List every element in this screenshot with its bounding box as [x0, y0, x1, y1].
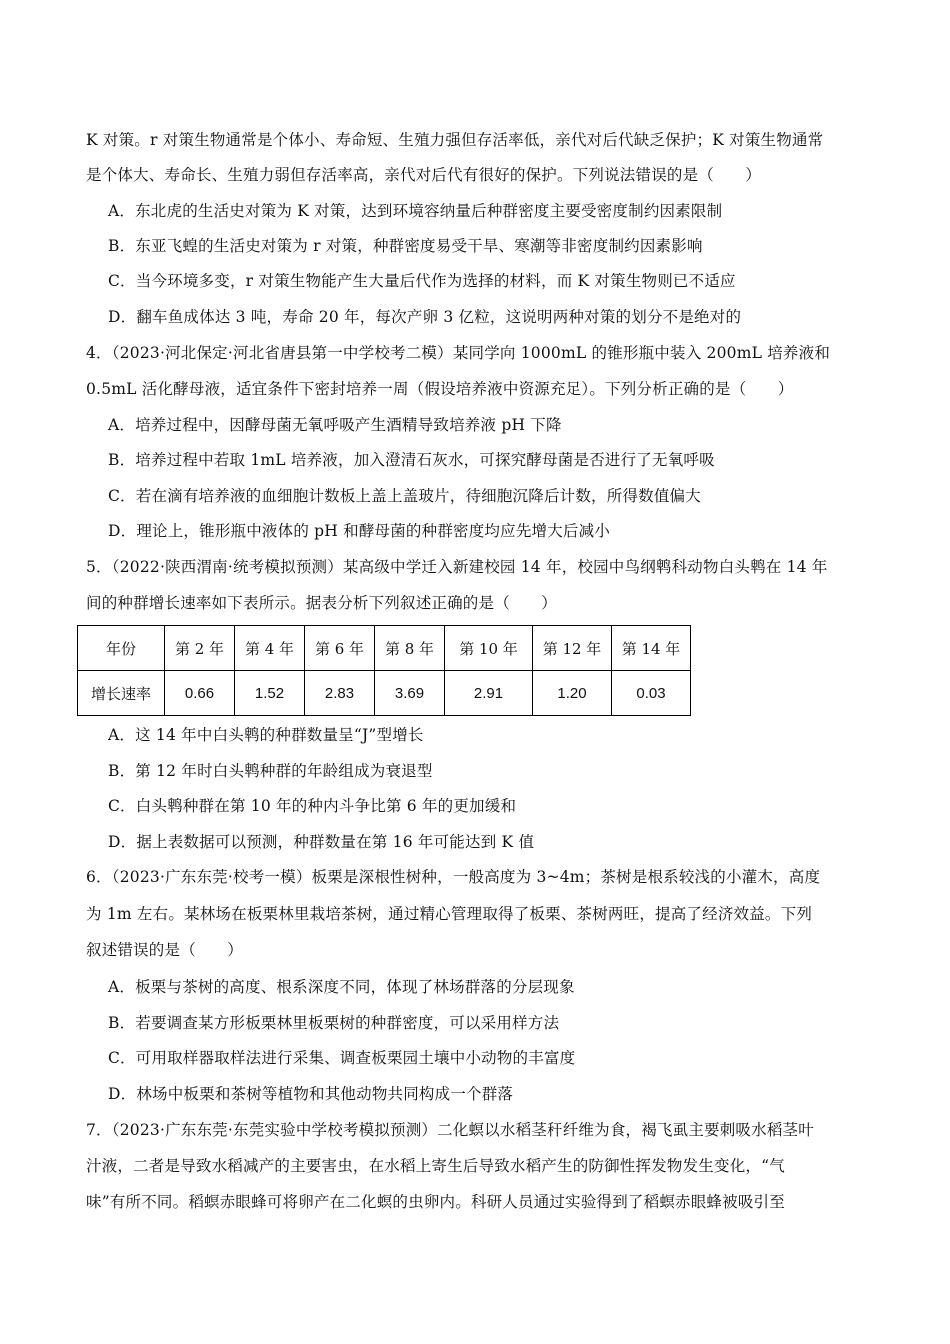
table-year-cell: 第 14 年	[612, 626, 691, 671]
q7-stem-line-2: 汁液，二者是导致水稻减产的主要害虫，在水稻上寄生后导致水稻产生的防御性挥发物发生变化，“气	[86, 1157, 785, 1175]
q5-option-d: D．据上表数据可以预测，种群数量在第 16 年可能达到 K 值	[108, 833, 535, 851]
table-rate-cell: 3.69	[375, 671, 445, 716]
table-year-cell: 第 2 年	[165, 626, 235, 671]
q4-option-a: A．培养过程中，因酵母菌无氧呼吸产生酒精导致培养液 pH 下降	[108, 416, 562, 434]
table-rate-cell: 0.66	[165, 671, 235, 716]
q4-option-c: C．若在滴有培养液的血细胞计数板上盖上盖玻片，待细胞沉降后计数，所得数值偏大	[108, 487, 701, 505]
q4-option-b: B．培养过程中若取 1mL 培养液，加入澄清石灰水，可探究酵母菌是否进行了无氧呼吸	[108, 451, 715, 469]
q3-stem-line-1: K 对策。r 对策生物通常是个体小、寿命短、生殖力强但存活率低，亲代对后代缺乏保护；K 对策生物通常	[86, 131, 824, 149]
q4-option-d: D．理论上，锥形瓶中液体的 pH 和酵母菌的种群密度均应先增大后减小	[108, 522, 611, 540]
q6-option-a: A．板栗与茶树的高度、根系深度不同，体现了林场群落的分层现象	[108, 978, 575, 996]
q4-stem-line-2: 0.5mL 活化酵母液，适宜条件下密封培养一周（假设培养液中资源充足）。下列分析正确的是（ ）	[86, 380, 794, 398]
growth-rate-table	[77, 625, 691, 716]
table-year-cell: 第 10 年	[445, 626, 533, 671]
q5-option-b: B．第 12 年时白头鹎种群的年龄组成为衰退型	[108, 762, 433, 780]
q6-option-c: C．可用取样器取样法进行采集、调查板栗园土壤中小动物的丰富度	[108, 1049, 576, 1067]
q7-stem-line-1: 7．（2023·广东东莞·东莞实验中学校考模拟预测）二化螟以水稻茎秆纤维为食，褐飞虱主要刺吸水稻茎叶	[86, 1121, 814, 1139]
q6-stem-line-2: 为 1m 左右。某林场在板栗林里栽培茶树，通过精心管理取得了板栗、茶树两旺，提高了经济效益。下列	[86, 905, 813, 923]
q3-option-a: A．东北虎的生活史对策为 K 对策，达到环境容纳量后种群密度主要受密度制约因素限制	[108, 202, 723, 220]
q7-stem-line-3: 味”有所不同。稻螟赤眼蜂可将卵产在二化螟的虫卵内。科研人员通过实验得到了稻螟赤眼蜂被吸引至	[86, 1193, 785, 1211]
q5-option-c: C．白头鹎种群在第 10 年的种内斗争比第 6 年的更加缓和	[108, 797, 517, 815]
q5-stem-line-2: 间的种群增长速率如下表所示。据表分析下列叙述正确的是（ ）	[86, 594, 558, 612]
table-rate-cell: 2.91	[445, 671, 533, 716]
q6-stem-line-1: 6．（2023·广东东莞·校考一模）板栗是深根性树种，一般高度为 3~4m；茶树是根系较浅的小灌木，高度	[86, 868, 821, 886]
table-rate-cell: 1.52	[235, 671, 305, 716]
table-header-label: 年份	[78, 626, 165, 671]
table-rate-cell: 0.03	[612, 671, 691, 716]
q5-stem-line-1: 5．（2022·陕西渭南·统考模拟预测）某高级中学迁入新建校园 14 年，校园中鸟纲鹎科动物白头鹎在 14 年	[86, 558, 828, 576]
q5-option-a: A．这 14 年中白头鹎的种群数量呈“J”型增长	[108, 726, 424, 744]
q3-option-d: D．翻车鱼成体达 3 吨，寿命 20 年，每次产卵 3 亿粒，这说明两种对策的划分不是绝对的	[108, 308, 742, 326]
q4-stem-line-1: 4．（2023·河北保定·河北省唐县第一中学校考二模）某同学向 1000mL 的锥形瓶中装入 200mL 培养液和	[86, 344, 831, 362]
table-year-cell: 第 12 年	[533, 626, 612, 671]
table-data-row	[78, 671, 691, 716]
table-rate-cell: 1.20	[533, 671, 612, 716]
q6-stem-line-3: 叙述错误的是（ ）	[86, 941, 244, 959]
q3-option-c: C．当今环境多变，r 对策生物能产生大量后代作为选择的材料，而 K 对策生物则已不适应	[108, 272, 736, 290]
table-year-cell: 第 4 年	[235, 626, 305, 671]
table-year-cell: 第 6 年	[305, 626, 375, 671]
q6-option-d: D．林场中板栗和茶树等植物和其他动物共同构成一个群落	[108, 1085, 514, 1103]
table-rate-cell: 2.83	[305, 671, 375, 716]
table-year-cell: 第 8 年	[375, 626, 445, 671]
q3-option-b: B．东亚飞蝗的生活史对策为 r 对策，种群密度易受干旱、寒潮等非密度制约因素影响	[108, 237, 703, 255]
q6-option-b: B．若要调查某方形板栗林里板栗树的种群密度，可以采用样方法	[108, 1014, 560, 1032]
table-row-label: 增长速率	[78, 671, 165, 716]
table-header-row	[78, 626, 691, 671]
q3-stem-line-2: 是个体大、寿命长、生殖力弱但存活率高，亲代对后代有很好的保护。下列说法错误的是（ ）	[86, 166, 762, 184]
